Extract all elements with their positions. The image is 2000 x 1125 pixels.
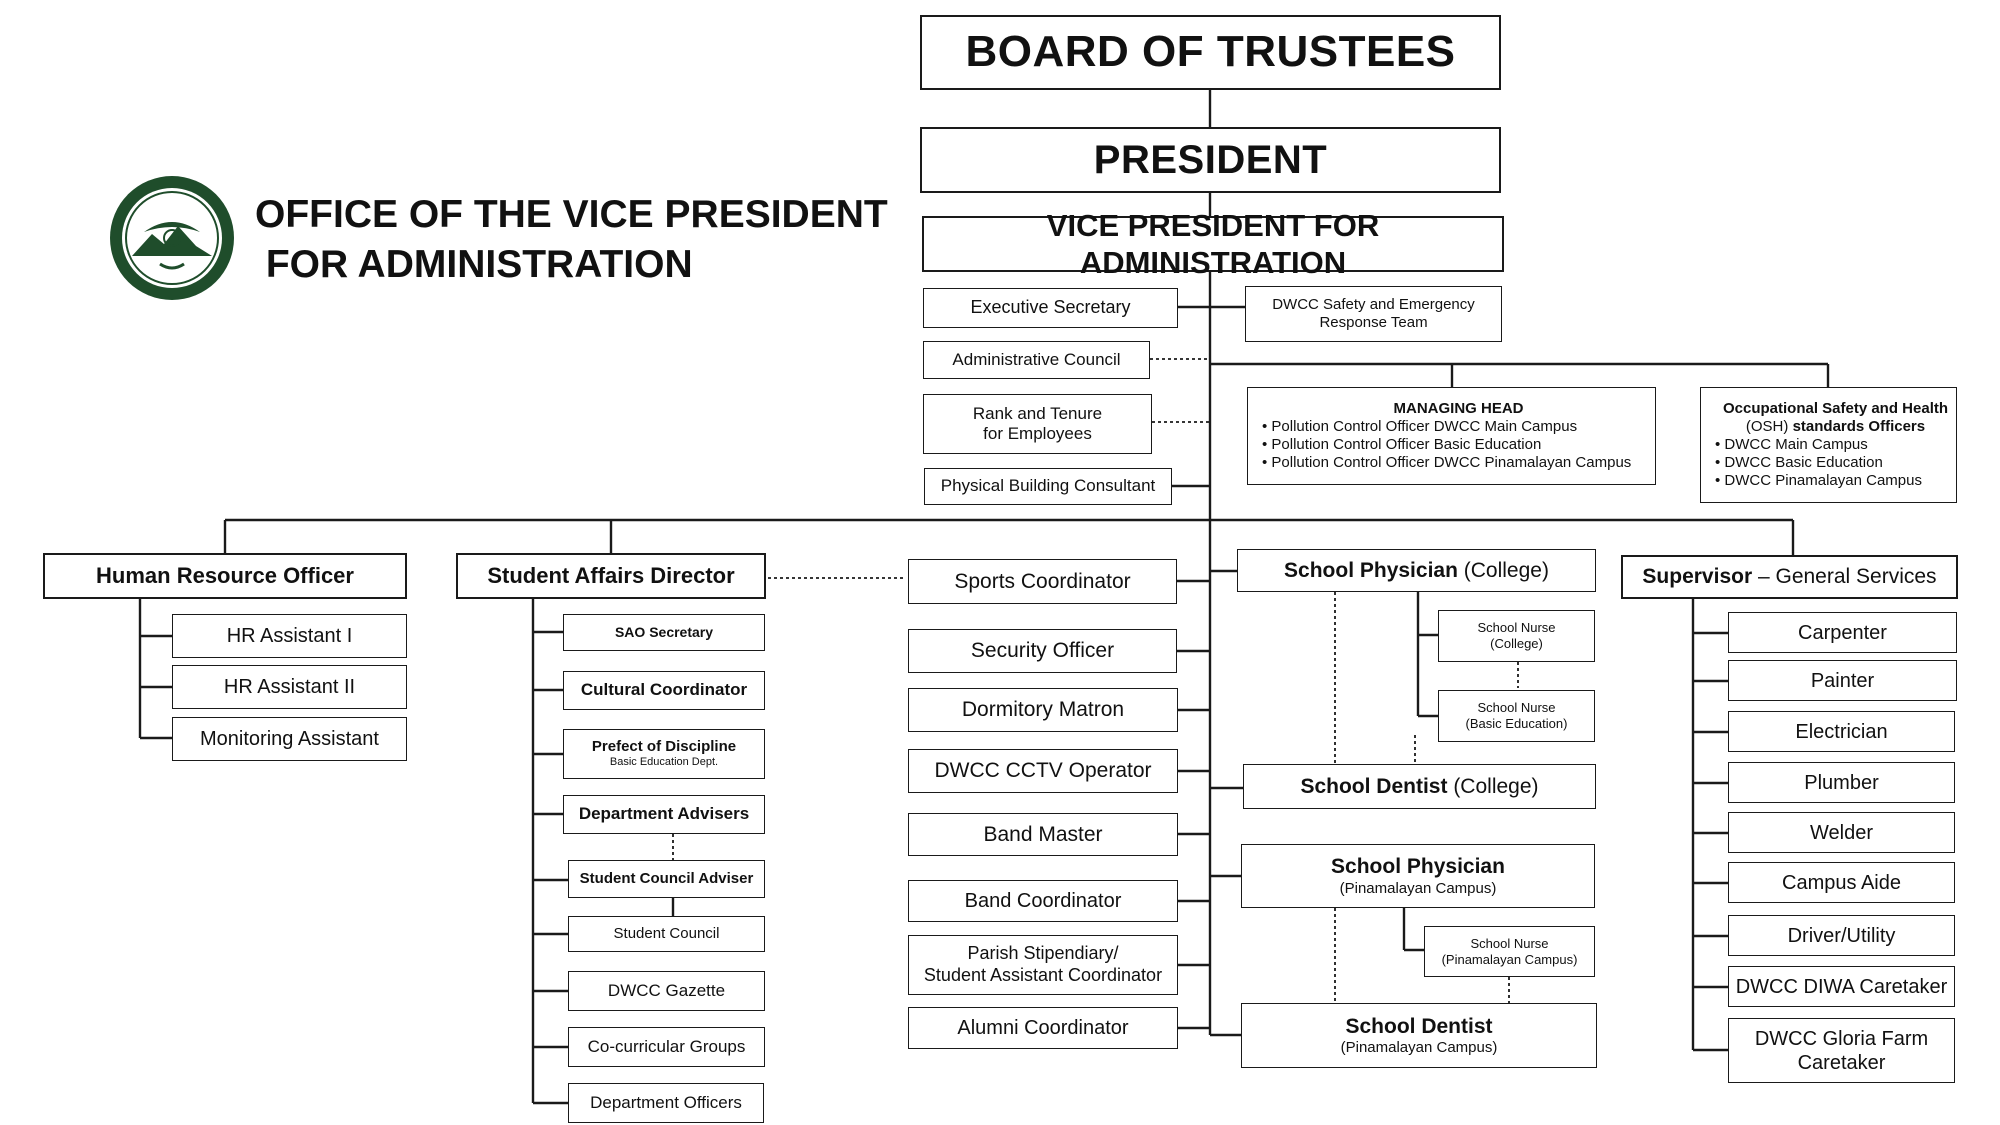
administrative-council-label: Administrative Council: [952, 349, 1121, 369]
dwcc-gazette-label: DWCC Gazette: [607, 980, 726, 1000]
supervisor-general-services-label: [1642, 564, 1936, 589]
student-council-box: [568, 916, 765, 952]
human-resource-officer-box: [43, 553, 407, 599]
plumber-box: [1728, 762, 1955, 803]
security-officer-label: Security Officer: [970, 639, 1115, 663]
driver-utility-box: [1728, 915, 1955, 956]
welder-box: [1728, 812, 1955, 853]
managing-head-item: • Pollution Control Officer DWCC Main Campus: [1262, 418, 1577, 436]
department-officers-box: [568, 1083, 764, 1123]
osh-item: • DWCC Main Campus: [1715, 436, 1868, 454]
dormitory-matron-box: [908, 688, 1178, 732]
safety-response-team-box: [1245, 286, 1502, 342]
parish-stipendiary-line1: Parish Stipendiary/: [967, 943, 1119, 964]
sao-secretary-box: [563, 614, 765, 651]
physical-building-consultant-box: [924, 468, 1172, 505]
school-dentist-pinamalayan-label: School Dentist: [1345, 1014, 1493, 1038]
cctv-operator-label: DWCC CCTV Operator: [934, 759, 1152, 783]
electrician-label: Electrician: [1795, 720, 1888, 743]
monitoring-assistant-label: Monitoring Assistant: [200, 728, 379, 750]
school-physician-pinamalayan-sub: (Pinamalayan Campus): [1339, 879, 1497, 897]
cultural-coordinator-label: Cultural Coordinator: [580, 680, 748, 700]
driver-utility-label: Driver/Utility: [1787, 924, 1896, 947]
sao-secretary-label: SAO Secretary: [614, 624, 714, 641]
osh-title-normal: (OSH): [1745, 418, 1793, 435]
campus-aide-label: Campus Aide: [1782, 871, 1901, 894]
vice-president-admin-label: VICE PRESIDENT FOR ADMINISTRATION: [1046, 207, 1380, 280]
president-label: PRESIDENT: [1093, 138, 1328, 182]
painter-label: Painter: [1810, 669, 1875, 692]
school-dentist-college-box: [1243, 764, 1596, 809]
dormitory-matron-label: Dormitory Matron: [961, 698, 1125, 722]
osh-title-line2: [1746, 418, 1925, 436]
department-officers-label: Department Officers: [590, 1092, 742, 1112]
school-nurse-pinamalayan-line2: (Pinamalayan Campus): [1441, 951, 1578, 967]
gloria-farm-caretaker-box: [1728, 1018, 1955, 1083]
student-council-label: Student Council: [613, 925, 720, 942]
sports-coordinator-label: Sports Coordinator: [954, 569, 1131, 593]
school-nurse-college-line2: (College): [1490, 636, 1543, 651]
painter-box: [1728, 660, 1957, 701]
band-coordinator-box: [908, 880, 1178, 922]
school-dentist-college-label: [1300, 774, 1538, 799]
rank-tenure-box: [923, 394, 1152, 454]
hr-assistant-1-box: [172, 614, 407, 658]
managing-head-item: • Pollution Control Officer Basic Education: [1262, 436, 1541, 454]
school-physician-pinamalayan-box: [1241, 844, 1595, 908]
office-title-line2: FOR ADMINISTRATION: [255, 243, 693, 286]
student-affairs-director-box: [456, 553, 766, 599]
school-nurse-pinamalayan-box: [1424, 926, 1595, 977]
parish-stipendiary-box: [908, 935, 1178, 995]
monitoring-assistant-box: [172, 717, 407, 761]
co-curricular-groups-box: [568, 1027, 765, 1067]
cultural-coordinator-box: [563, 671, 765, 710]
school-nurse-basic-line1: School Nurse: [1477, 700, 1556, 716]
parish-stipendiary-line2: Student Assistant Coordinator: [923, 965, 1163, 985]
alumni-coordinator-box: [908, 1007, 1178, 1049]
supervisor-general-services-bold: Supervisor: [1642, 565, 1753, 589]
administrative-council-box: [923, 341, 1150, 379]
band-coordinator-label: Band Coordinator: [964, 890, 1122, 912]
band-master-box: [908, 813, 1178, 856]
diwa-caretaker-box: [1728, 966, 1955, 1007]
hr-assistant-2-label: HR Assistant II: [223, 676, 356, 698]
carpenter-box: [1728, 612, 1957, 653]
department-advisers-box: [563, 795, 765, 834]
prefect-of-discipline-box: [563, 729, 765, 779]
hr-assistant-1-label: HR Assistant I: [226, 625, 353, 647]
office-title-line1: OFFICE OF THE VICE PRESIDENT: [255, 193, 888, 236]
osh-item: • DWCC Basic Education: [1715, 454, 1883, 472]
human-resource-officer-label: Human Resource Officer: [96, 562, 354, 588]
school-physician-college-sub: (College): [1457, 558, 1549, 582]
alumni-coordinator-label: Alumni Coordinator: [957, 1017, 1129, 1039]
school-nurse-basic-line2: (Basic Education): [1465, 716, 1568, 731]
school-dentist-college-sub: (College): [1447, 774, 1539, 798]
supervisor-general-services-box: [1621, 555, 1958, 599]
school-dentist-pinamalayan-sub: (Pinamalayan Campus): [1340, 1039, 1498, 1057]
sports-coordinator-box: [908, 559, 1177, 604]
osh-title-bold: standards Officers: [1792, 418, 1926, 435]
board-of-trustees-label: BOARD OF TRUSTEES: [965, 27, 1456, 77]
physical-building-consultant-label: Physical Building Consultant: [940, 476, 1156, 496]
school-nurse-basic-box: [1438, 690, 1595, 742]
electrician-box: [1728, 711, 1955, 752]
school-nurse-pinamalayan-line1: School Nurse: [1470, 935, 1549, 951]
welder-label: Welder: [1810, 821, 1873, 844]
cctv-operator-box: [908, 749, 1178, 793]
co-curricular-groups-label: Co-curricular Groups: [587, 1036, 746, 1056]
carpenter-label: Carpenter: [1798, 621, 1887, 644]
school-nurse-college-box: [1438, 610, 1595, 662]
campus-aide-box: [1728, 862, 1955, 903]
plumber-label: Plumber: [1804, 771, 1879, 794]
safety-response-team-line1: DWCC Safety and Emergency: [1272, 296, 1475, 313]
osh-title-line1: Occupational Safety and Health: [1722, 400, 1949, 417]
school-nurse-college-line1: School Nurse: [1477, 620, 1556, 636]
rank-tenure-line2: for Employees: [983, 424, 1092, 443]
gloria-farm-caretaker-line1: DWCC Gloria Farm: [1754, 1027, 1929, 1050]
executive-secretary-box: [923, 288, 1178, 328]
president-box: [920, 127, 1501, 193]
student-council-adviser-box: [568, 860, 765, 898]
student-council-adviser-label: Student Council Adviser: [579, 870, 754, 887]
student-affairs-director-label: Student Affairs Director: [487, 562, 735, 588]
safety-response-team-line2: Response Team: [1319, 314, 1428, 331]
security-officer-box: [908, 629, 1177, 673]
rank-tenure-line1: Rank and Tenure: [972, 403, 1103, 423]
managing-head-title: MANAGING HEAD: [1393, 400, 1524, 417]
osh-item: • DWCC Pinamalayan Campus: [1715, 472, 1922, 490]
department-advisers-label: Department Advisers: [578, 804, 750, 824]
executive-secretary-label: Executive Secretary: [970, 297, 1131, 318]
college-seal-logo: [104, 172, 240, 304]
school-physician-college-box: [1237, 549, 1596, 592]
school-physician-college-label: [1284, 558, 1549, 583]
gloria-farm-caretaker-line2: Caretaker: [1797, 1051, 1886, 1074]
board-of-trustees-box: [920, 15, 1501, 90]
diwa-caretaker-label: DWCC DIWA Caretaker: [1735, 975, 1948, 998]
school-physician-college-bold: School Physician: [1284, 558, 1458, 582]
school-dentist-college-bold: School Dentist: [1300, 774, 1448, 798]
prefect-of-discipline-label: Prefect of Discipline: [591, 738, 737, 756]
school-physician-pinamalayan-label: School Physician: [1331, 855, 1505, 879]
office-title: [255, 190, 915, 290]
dwcc-gazette-box: [568, 971, 765, 1011]
managing-head-item: • Pollution Control Officer DWCC Pinamalayan Campus: [1262, 454, 1631, 472]
supervisor-general-services-sub: – General Services: [1752, 565, 1937, 589]
band-master-label: Band Master: [983, 822, 1103, 846]
hr-assistant-2-box: [172, 665, 407, 709]
managing-head-box: [1247, 387, 1656, 485]
osh-officers-box: [1700, 387, 1957, 503]
vice-president-admin-box: [922, 207, 1504, 280]
school-dentist-pinamalayan-box: [1241, 1003, 1597, 1068]
prefect-of-discipline-sub: Basic Education Dept.: [609, 756, 719, 769]
